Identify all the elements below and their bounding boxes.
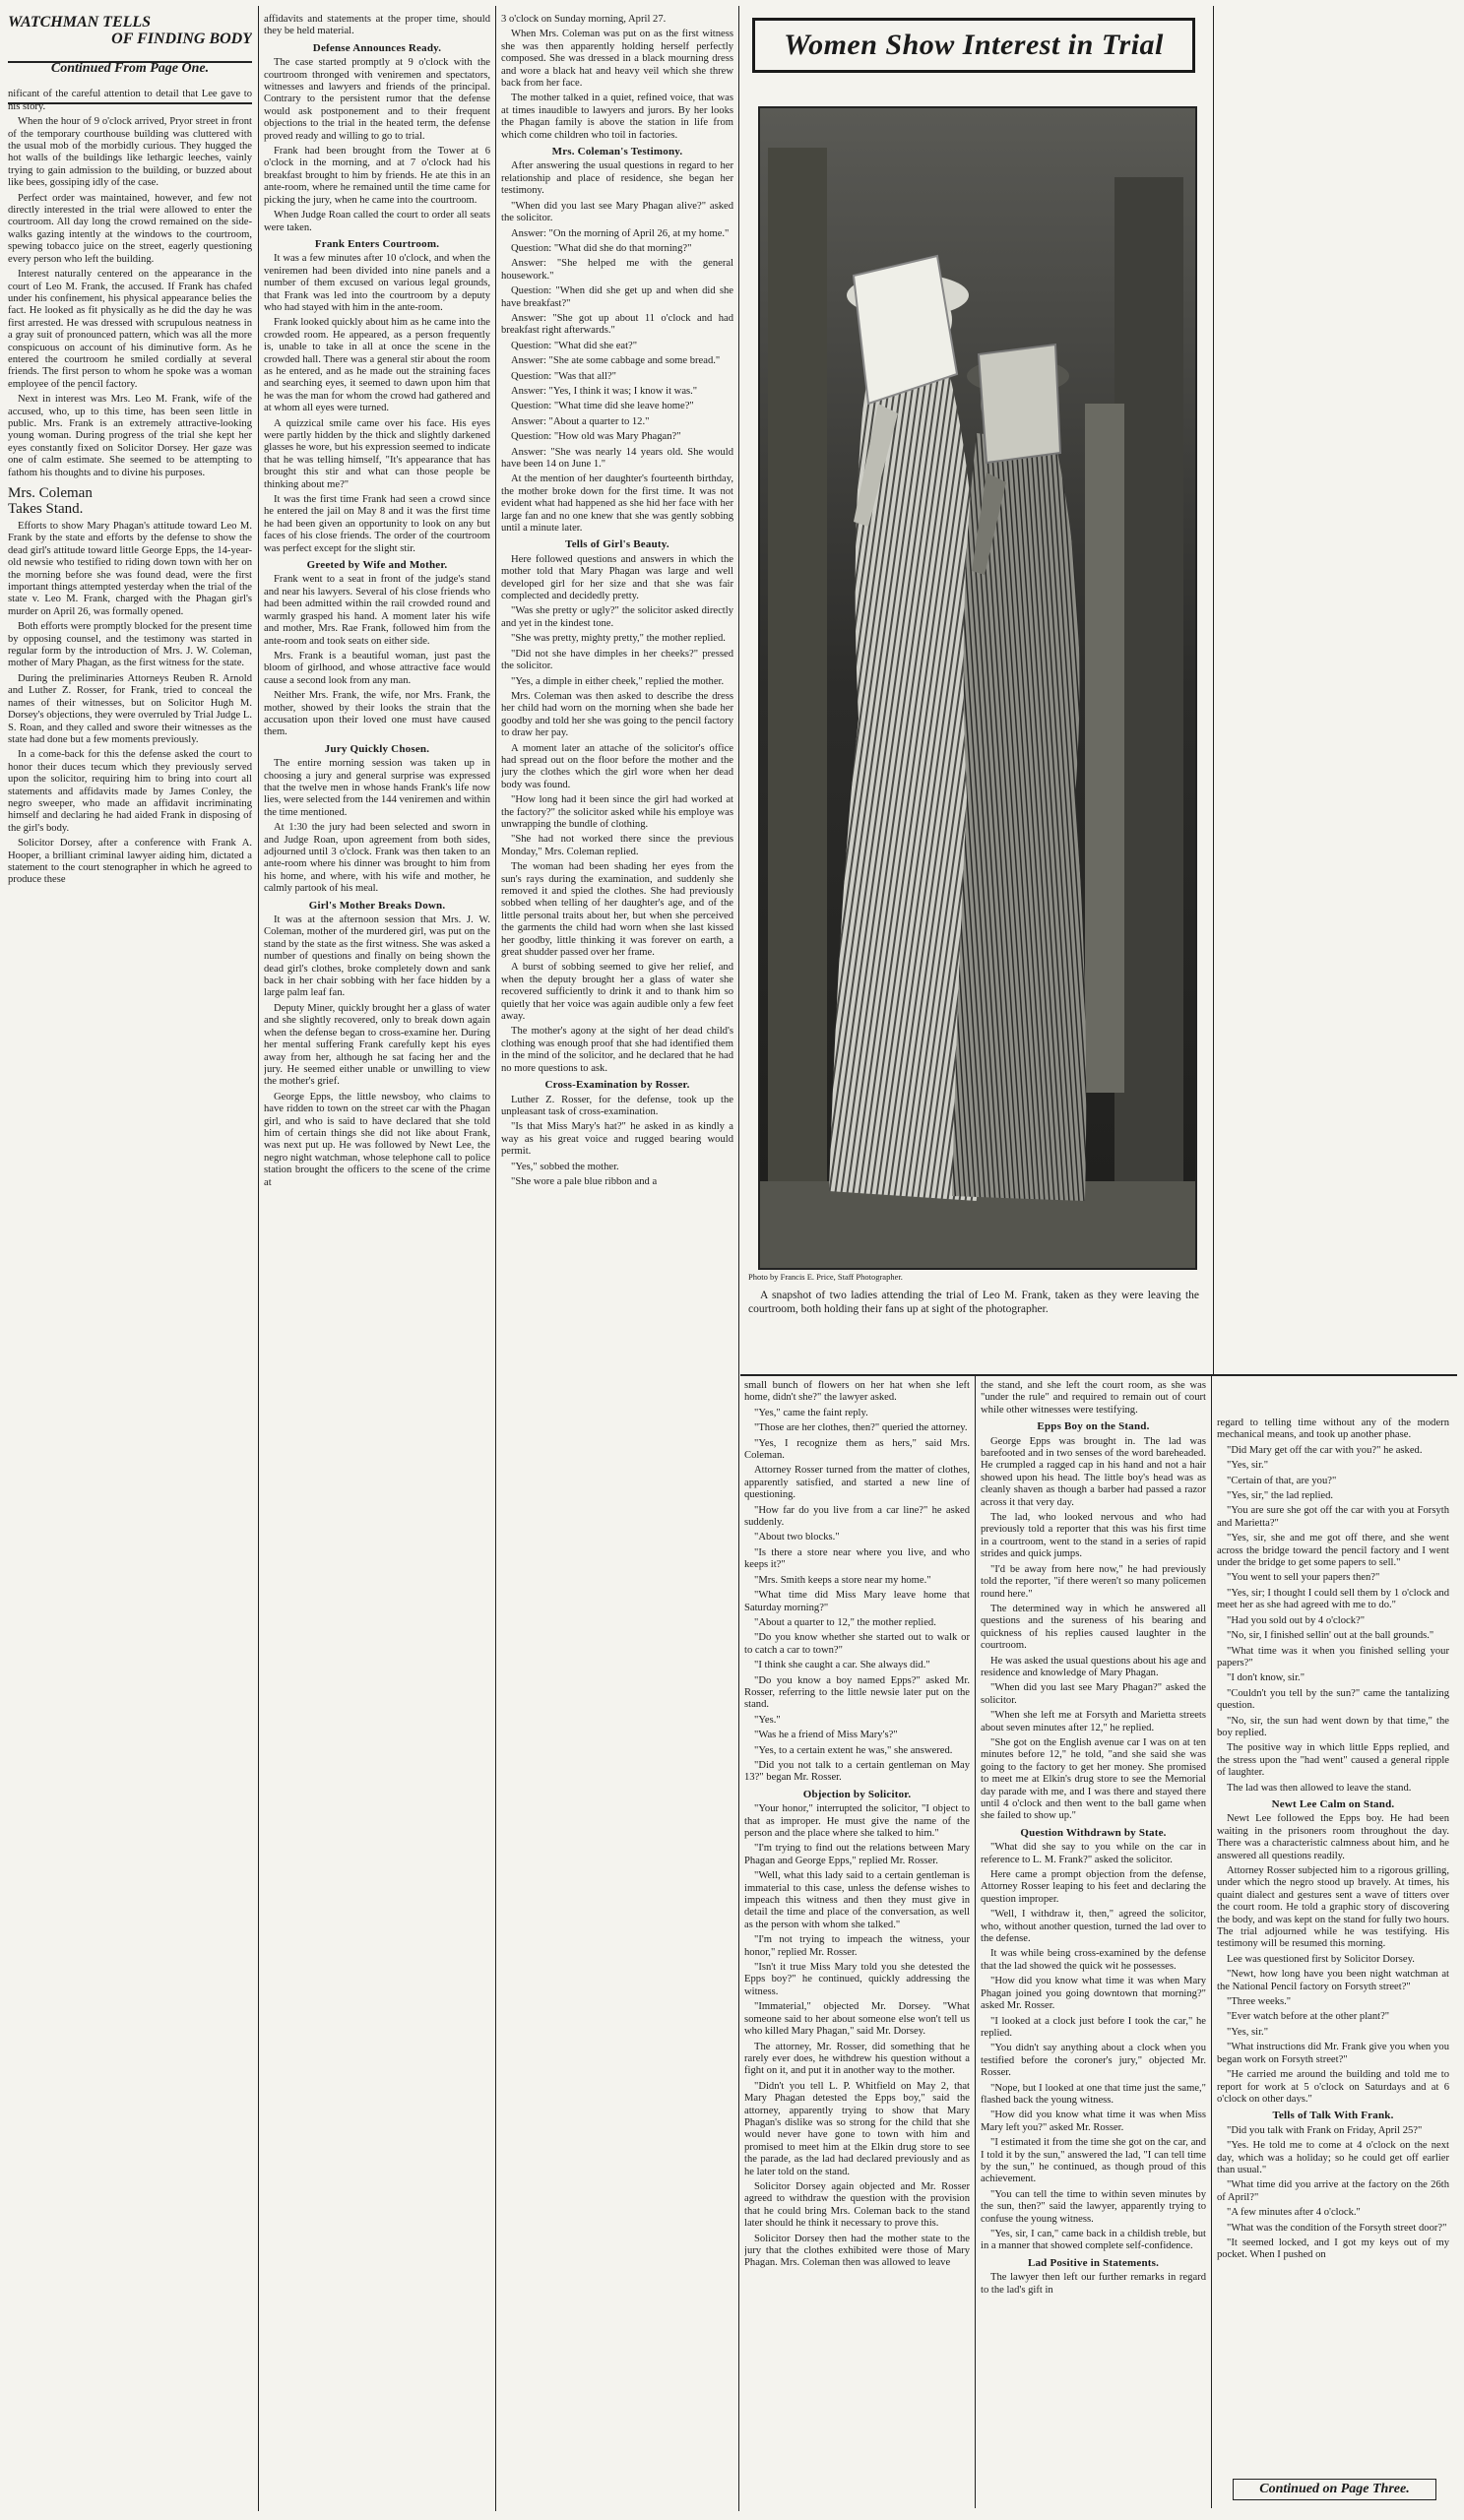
- paragraph: "Was he a friend of Miss Mary's?": [754, 1730, 898, 1741]
- article-body-continued: [8, 521, 252, 887]
- horizontal-rule: [740, 1374, 1457, 1376]
- paragraph: "She had not worked there since the previous Monday," Mrs. Coleman replied.: [501, 834, 733, 857]
- section-heading: Question Withdrawn by State.: [1020, 1826, 1167, 1839]
- paragraph: "You can tell the time to within seven minutes by the sun, then?" said the lawyer, apparently trying to confuse the young witness.: [981, 2188, 1206, 2225]
- article-column-5: [981, 1380, 1206, 2512]
- paragraph: "Yes, I recognize them as hers," said Mrs. Coleman.: [744, 1437, 970, 1462]
- paragraph: "Yes, sir, she and me got off there, and she went across the bridge toward the pencil factory and I went under the bridge to get some papers to sell.": [1217, 1533, 1449, 1569]
- paragraph: "When did you last see Mary Phagan?" asked the solicitor.: [981, 1682, 1206, 1706]
- paragraph: "How far do you live from a car line?" he asked suddenly.: [744, 1504, 970, 1529]
- paragraph: "She got on the English avenue car I was on at ten minutes before 12," he told, "and she said she was going to the factory to get her money. She promised to meet me at Elkin's drug store to see the Memorial day parade with me, and I was there and stayed there until 4 o'clock and then went to the ball game when she failed to show up.": [981, 1736, 1206, 1822]
- column-rule: [1213, 6, 1214, 1374]
- paragraph: "Didn't you tell L. P. Whitfield on May 2, that Mary Phagan detested the Epps boy," said the attorney, apparently trying to show that Mary Phagan's dislike was so strong for the child that she would never have gone to town with him and promised to meet him at the Elkin drug store to see the parade, as the lad had declared previously and as he later told on the stand.: [744, 2080, 970, 2177]
- paragraph: Lee was questioned first by Solicitor Dorsey.: [1227, 1953, 1415, 1965]
- paragraph: In a come-back for this the defense asked the court to honor their duces tecum which they previously served upon the solicitor, requiring him to bring into court all statements and affidavits made by James Conley, the negro sweeper, who made an affidavit incriminating himself and declaring he had aided Frank in disposing of the girl's body.: [8, 749, 252, 834]
- paragraph: Answer: "She helped me with the general housework.": [501, 258, 733, 282]
- paragraph: "Did not she have dimples in her cheeks?" pressed the solicitor.: [501, 648, 733, 672]
- paragraph: "Yes.": [754, 1714, 781, 1726]
- section-heading: Frank Enters Courtroom.: [314, 237, 440, 250]
- paragraph: Question: "What did she do that morning?": [511, 242, 692, 254]
- paragraph: "A few minutes after 4 o'clock.": [1227, 2207, 1361, 2219]
- paragraph: "It seemed locked, and I got my keys out of my pocket. When I pushed on: [1217, 2236, 1449, 2261]
- paragraph: The lad, who looked nervous and who had previously told a reporter that this was his first time in a courtroom, went to the stand in a series of rapid strides and quick jumps.: [981, 1512, 1206, 1560]
- paragraph: affidavits and statements at the proper time, should they be held material.: [264, 14, 490, 37]
- paragraph: The mother talked in a quiet, refined voice, that was at times inaudible to lawyers and jurors. By her looks the Phagan family is above the station in life from which come children who toil in factories.: [501, 93, 733, 141]
- paragraph: "Nope, but I looked at one that time just the same," flashed back the young witness.: [981, 2082, 1206, 2106]
- paragraph: Deputy Miner, quickly brought her a glass of water and she slightly recovered, only to break down again when the defense began to cross-examine her. During her mental suffering Frank carefully kept his eyes away from her, although he sat facing her and the jury. He seemed either unable or unwilling to view the mother's grief.: [264, 1002, 490, 1088]
- paragraph: It was a few minutes after 10 o'clock, and when the veniremen had been divided into nine panels and a number of them excused on various legal grounds, that Frank was led into the courtroom by a deputy who had stayed with him in the ante-room.: [264, 253, 490, 313]
- paragraph: The mother's agony at the sight of her dead child's clothing was enough proof that she had identified them in the mind of the solicitor, and he declared that he had no more questions to ask.: [501, 1026, 733, 1074]
- paragraph: The determined way in which he answered all questions and the sureness of his bearing and quickness of his replies caused laughter in the courtroom.: [981, 1603, 1206, 1652]
- paragraph: "Do you know a boy named Epps?" asked Mr. Rosser, referring to the little newsie later put on the stand.: [744, 1674, 970, 1711]
- paragraph: It was the first time Frank had seen a crowd since he entered the jail on May 8 and it was the first time he had been given an opportunity to look on any but faces of his close friends. The order of the courtroom was perfect except for the slight stir.: [264, 494, 490, 554]
- paragraph: Attorney Rosser turned from the matter of clothes, apparently satisfied, and started a new line of questioning.: [744, 1465, 970, 1501]
- paragraph: The attorney, Mr. Rosser, did something that he rarely ever does, he withdrew his question without a fight on it, and put it in another way to the mother.: [744, 2041, 970, 2077]
- paragraph: Neither Mrs. Frank, the wife, nor Mrs. Frank, the mother, showed by their looks the strain that the accusation upon their loved one must have caused them.: [264, 690, 490, 738]
- paragraph: When Judge Roan called the court to order all seats were taken.: [264, 210, 490, 233]
- paragraph: "I don't know, sir.": [1227, 1672, 1305, 1684]
- paragraph: During the preliminaries Attorneys Reuben R. Arnold and Luther Z. Rosser, for Frank, tried to conceal the names of their witnesses, but on Solicitor Hugh M. Dorsey's objections, they were overruled by Trial Judge L. S. Roan, and they called and swore their witnesses as the state had done but a few moments previously.: [8, 672, 252, 745]
- paragraph: The case started promptly at 9 o'clock with the courtroom thronged with veniremen and spectators, witnesses and lawyers and friends of the principal. Contrary to the persistent rumor that the defense would ask postponement and to their frequent objections to the trial in the heated term, the defense proved ready and willing to go to trial.: [264, 57, 490, 142]
- paragraph: "I estimated it from the time she got on the car, and I told it by the sun," answered the lad, "I can tell time by the sun," he continued, as though proud of this achievement.: [981, 2137, 1206, 2185]
- paragraph: "What time was it when you finished selling your papers?": [1217, 1645, 1449, 1669]
- paragraph: "Yes," sobbed the mother.: [511, 1161, 619, 1172]
- paragraph: Question: "What time did she leave home?": [511, 401, 694, 412]
- paragraph: "Yes, sir.": [1227, 2026, 1269, 2038]
- paragraph: "You went to sell your papers then?": [1227, 1572, 1380, 1584]
- paragraph: "How did you know what time it was when Miss Mary left you?" asked Mr. Rosser.: [981, 2110, 1206, 2133]
- paragraph: Answer: "She got up about 11 o'clock and had breakfast right afterwards.": [501, 312, 733, 337]
- paragraph: Interest naturally centered on the appearance in the court of Leo M. Frank, the accused. If Frank has chafed under his confinement, his physical appearance belies the fact. He looked as fit physically as he did the day he was first arrested. He was dressed with scrupulous neatness in a gray suit of pronounced pattern, which was all the more conspicuous on account of his diminutive form. As he entered the courtroom he smiled cordially at several friends. The first person to whom he spoke was a woman employee of the pencil factory.: [8, 269, 252, 390]
- paragraph: When the hour of 9 o'clock arrived, Pryor street in front of the temporary courthouse building was cluttered with the usual mob of the morbidly curious. They hugged the hot walls of the buildings like lethargic leeches, vainly trying to gain admission to the building, or buzzed about like bees, gossiping idly of the case.: [8, 116, 252, 189]
- paragraph: "You didn't say anything about a clock when you testified before the coroner's jury," objected Mr. Rosser.: [981, 2043, 1206, 2079]
- paragraph: Answer: "She ate some cabbage and some bread.": [511, 355, 721, 367]
- paragraph: Answer: "She was nearly 14 years old. She would have been 14 on June 1.": [501, 446, 733, 470]
- news-photograph: [758, 106, 1197, 1270]
- article-column-4: [744, 1380, 970, 2512]
- paragraph: Frank went to a seat in front of the judge's stand and near his lawyers. Several of his close friends who had been admitted within the rail crowded round and warmly grasped his hand. A moment later his wife and mother, Mrs. Rae Frank, followed him from the ante-room and took seats on either side.: [264, 574, 490, 647]
- paragraph: "Yes. He told me to come at 4 o'clock on the next day, which was a holiday; so he could get off earlier than usual.": [1217, 2140, 1449, 2175]
- paragraph: "When did you last see Mary Phagan alive?" asked the solicitor.: [501, 200, 733, 224]
- paragraph: small bunch of flowers on her hat when she left home, didn't she?" the lawyer asked.: [744, 1380, 970, 1404]
- paragraph: "Couldn't you tell by the sun?" came the tantalizing question.: [1217, 1687, 1449, 1712]
- photograph-image: [760, 108, 1195, 1268]
- paragraph: "Immaterial," objected Mr. Dorsey. "What someone said to her about someone else won't tell us who killed Mary Phagan," said Mr. Dorsey.: [744, 2001, 970, 2038]
- paragraph: Solicitor Dorsey then had the mother state to the jury that the clothes exhibited were those of Mary Phagan. Mrs. Coleman then was allowed to leave: [744, 2233, 970, 2269]
- paragraph: "About two blocks.": [754, 1532, 840, 1544]
- paragraph: Frank had been brought from the Tower at 6 o'clock in the morning, and at 7 o'clock had his breakfast brought to him by friends. He ate this in an ante-room, where he remained until the time came for picking the jury, when he came into the courtroom.: [264, 146, 490, 206]
- paragraph: Here followed questions and answers in which the mother told that Mary Phagan was large and well developed girl for her size and that she was fair complected and decidedly pretty.: [501, 553, 733, 602]
- paragraph: "Yes," came the faint reply.: [754, 1407, 868, 1418]
- paragraph: "Isn't it true Miss Mary told you she detested the Epps boy?" he continued, quickly addressing the witness.: [744, 1962, 970, 1997]
- paragraph: "Well, I withdraw it, then," agreed the solicitor, who, without another question, turned the lad over to the defense.: [981, 1909, 1206, 1945]
- paragraph: Question: "How old was Mary Phagan?": [511, 431, 681, 443]
- paragraph: The lad was then allowed to leave the stand.: [1227, 1782, 1412, 1794]
- section-heading: Newt Lee Calm on Stand.: [1271, 1797, 1395, 1810]
- paragraph: "She wore a pale blue ribbon and a: [511, 1175, 658, 1187]
- section-heading: Lad Positive in Statements.: [1027, 2256, 1160, 2269]
- paragraph: At 1:30 the jury had been selected and sworn in and Judge Roan, upon agreement from both sides, adjourned until 3 o'clock. Frank was then taken to an ante-room where his dinner was brought to him from his home, and where, with his wife and mother, he calmly partook of his meal.: [264, 822, 490, 895]
- paragraph: George Epps was brought in. The lad was barefooted and in two senses of the word bareheaded. He crumpled a ragged cap in his hand and not a hair showed upon his head. The little boy's head was as cleanly shaven as though a barber had passed a razor across it that very day.: [981, 1435, 1206, 1508]
- continued-from-label: Continued From Page One.: [50, 61, 210, 76]
- paragraph: Both efforts were promptly blocked for the present time by opposing counsel, and the testimony was started in regular form by the introduction of Mrs. J. W. Coleman, mother of Mary Phagan, as the first witness for the state.: [8, 621, 252, 669]
- section-heading: Epps Boy on the Stand.: [1037, 1420, 1150, 1433]
- paragraph: "Newt, how long have you been night watchman at the National Pencil factory on Forsyth street?": [1217, 1969, 1449, 1992]
- paragraph: The lawyer then left our further remarks in regard to the lad's gift in: [981, 2272, 1206, 2296]
- paragraph: "I'm trying to find out the relations between Mary Phagan and George Epps," replied Mr. Rosser.: [744, 1843, 970, 1866]
- column-rule: [1211, 1376, 1212, 2508]
- subheading-line-1: Mrs. Coleman: [8, 485, 93, 501]
- paragraph: regard to telling time without any of the modern mechanical means, and took up another phase.: [1217, 1418, 1449, 1441]
- paragraph: "Had you sold out by 4 o'clock?": [1227, 1614, 1366, 1626]
- paragraph: "What was the condition of the Forsyth street door?": [1227, 2222, 1447, 2234]
- paragraph: "No, sir, the sun had went down by that time," the boy replied.: [1217, 1715, 1449, 1738]
- paragraph: Here came a prompt objection from the defense, Attorney Rosser leaping to his feet and declaring the question improper.: [981, 1869, 1206, 1905]
- section-heading: Jury Quickly Chosen.: [324, 742, 430, 755]
- paragraph: Mrs. Coleman was then asked to describe the dress her child had worn on the morning when she bade her goodby and told her she was going to the pencil factory to draw her pay.: [501, 690, 733, 739]
- paragraph: "I'm not trying to impeach the witness, your honor," replied Mr. Rosser.: [744, 1934, 970, 1958]
- paragraph: "What instructions did Mr. Frank give you when you began work on Forsyth street?": [1217, 2042, 1449, 2065]
- headline-line-2: OF FINDING BODY: [111, 31, 252, 47]
- paragraph: "Yes, to a certain extent he was," she answered.: [754, 1744, 953, 1756]
- paragraph: He was asked the usual questions about his age and residence and knowledge of Mary Phagan.: [981, 1655, 1206, 1678]
- paragraph: "I'd be away from here now," he had previously told the reporter, "if there weren't so many policemen round here.": [981, 1563, 1206, 1600]
- paragraph: Question: "When did she get up and when did she have breakfast?": [501, 285, 733, 309]
- paragraph: A quizzical smile came over his face. His eyes were partly hidden by the thick and slightly darkened glasses he wore, but his expression seemed to indicate that he was telling himself, "It's appearance that has brought this stir and what can those people be thinking about me?": [264, 417, 490, 490]
- continued-on-label: Continued on Page Three.: [1233, 2479, 1436, 2500]
- column-rule: [738, 6, 739, 2511]
- paragraph: After answering the usual questions in regard to her relationship and place of residence, she began her testimony.: [501, 160, 733, 197]
- paragraph: "Did you not talk to a certain gentleman on May 13?" began Mr. Rosser.: [744, 1759, 970, 1784]
- paragraph: "I think she caught a car. She always did.": [754, 1660, 930, 1671]
- paragraph: "Well, what this lady said to a certain gentleman is immaterial to this case, unless the defense wishes to impeach this witness and then they must give in detail the time and place of the conversation, as well as the person with whom she talked.": [744, 1870, 970, 1930]
- paragraph: It was at the afternoon session that Mrs. J. W. Coleman, mother of the murdered girl, was put on the stand by the state as the first witness. She was asked a number of questions and finally on being shown the dead girl's clothes, broke completely down and sank back in her chair sobbing with her face hidden by a large palm leaf fan.: [264, 914, 490, 999]
- paragraph: A burst of sobbing seemed to give her relief, and when the deputy brought her a glass of water she recovered sufficiently to drink it and to thank him so quietly that her voice was again audible only a few feet away.: [501, 962, 733, 1023]
- subheading-line-2: Takes Stand.: [8, 501, 84, 517]
- paragraph: When Mrs. Coleman was put on as the first witness she was then apparently holding herself perfectly composed. She was dressed in a black mourning dress and wore a black hat and heavy veil which she threw back from her face.: [501, 29, 733, 90]
- paragraph: "Your honor," interrupted the solicitor, "I object to that as improper. He must give the name of the person and the place where she talked to him.": [744, 1803, 970, 1839]
- paragraph: Answer: "Yes, I think it was; I know it was.": [511, 385, 698, 397]
- paragraph: Question: "What did she eat?": [511, 340, 638, 351]
- paragraph: "Do you know whether she started out to walk or to catch a car to town?": [744, 1632, 970, 1656]
- paragraph: "Was she pretty or ugly?" the solicitor asked directly and yet in the kindest tone.: [501, 605, 733, 629]
- paragraph: Perfect order was maintained, however, and few not directly interested in the trial were allowed to enter the courtroom. All day long the crowd remained on the side-walks gazing intently at the windows to the courtroom, spewing tobacco juice on the street, eagerly questioning every person who left the building.: [8, 192, 252, 265]
- paragraph: The woman had been shading her eyes from the sun's rays during the examination, and suddenly she removed it and spied the clothes. She had previously sobbed when telling of her daughter's age, and of the little personal traits about her, but when she perceived the garments the child had worn when she last kissed her goodby, little thinking it was forever on earth, a great shudder passed over her frame.: [501, 861, 733, 959]
- paragraph: "Yes, sir, I can," came back in a childish treble, but in a manner that showed complete self-confidence.: [981, 2229, 1206, 2252]
- feature-title: Women Show Interest in Trial: [784, 29, 1164, 61]
- paragraph: "About a quarter to 12," the mother replied.: [754, 1616, 936, 1628]
- headline-line-1: WATCHMAN TELLS: [8, 14, 152, 31]
- paragraph: "Yes, sir.": [1227, 1460, 1269, 1472]
- paragraph: "Is that Miss Mary's hat?" he asked in as kindly a way as his great voice and rugged bearing would permit.: [501, 1121, 733, 1158]
- paragraph: It was while being cross-examined by the defense that the lad showed the quick wit he possesses.: [981, 1948, 1206, 1972]
- subheading: [8, 485, 252, 517]
- paragraph: "What did she say to you while on the car in reference to L. M. Frank?" asked the solicitor.: [981, 1842, 1206, 1865]
- article-column-3: [501, 14, 733, 2514]
- section-heading: Greeted by Wife and Mother.: [306, 559, 448, 572]
- paragraph: "Yes, sir; I thought I could sell them by 1 o'clock and meet her as she had agreed with me to do.": [1217, 1587, 1449, 1611]
- headline: [8, 14, 252, 47]
- feature-banner: [752, 18, 1195, 73]
- paragraph: "No, sir, I finished sellin' out at the ball grounds.": [1227, 1630, 1434, 1642]
- paragraph: Question: "Was that all?": [511, 370, 616, 382]
- paragraph: "Yes, sir," the lad replied.: [1227, 1490, 1334, 1502]
- paragraph: "What time did you arrive at the factory on the 26th of April?": [1217, 2179, 1449, 2203]
- article-body-intro: [8, 89, 252, 479]
- paragraph: "He carried me around the building and told me to report for work at 5 o'clock on Saturdays and at 6 o'clock on other days.": [1217, 2069, 1449, 2105]
- section-heading: Defense Announces Ready.: [312, 41, 442, 54]
- column-rule: [495, 6, 496, 2511]
- paragraph: Solicitor Dorsey, after a conference with Frank A. Hooper, a brilliant criminal lawyer aiding him, dictated a statement to the court stenographer in which he agreed to produce these: [8, 838, 252, 886]
- paragraph: The positive way in which little Epps replied, and the stress upon the "had went" caused a general ripple of laughter.: [1217, 1742, 1449, 1779]
- section-heading: Tells of Girl's Beauty.: [565, 538, 669, 551]
- paragraph: "She was pretty, mighty pretty," the mother replied.: [511, 633, 726, 645]
- paragraph: 3 o'clock on Sunday morning, April 27.: [501, 14, 667, 25]
- article-column-2: [264, 14, 490, 2514]
- section-heading: Tells of Talk With Frank.: [1272, 2110, 1394, 2122]
- paragraph: A moment later an attache of the solicitor's office had spread out on the floor before the mother and the jury the clothes which the girl wore when her dead body was found.: [501, 742, 733, 790]
- section-heading: Cross-Examination by Rosser.: [544, 1079, 690, 1092]
- photo-credit: Photo by Francis E. Price, Staff Photographer.: [748, 1272, 903, 1282]
- paragraph: "How long had it been since the girl had worked at the factory?" the solicitor asked while his employe was unwrapping the bundle of clothing.: [501, 794, 733, 830]
- paragraph: Newt Lee followed the Epps boy. He had been waiting in the prisoners room throughout the day. There was a characteristic calmness about him, and he answered all questions readily.: [1217, 1813, 1449, 1861]
- paragraph: "How did you know what time it was when Mary Phagan joined you going downtown that morning?" asked Mr. Rosser.: [981, 1976, 1206, 2012]
- paragraph: "What time did Miss Mary leave home that Saturday morning?": [744, 1590, 970, 1613]
- paragraph: Answer: "On the morning of April 26, at my home.": [511, 227, 730, 239]
- section-heading: Objection by Solicitor.: [802, 1788, 912, 1800]
- paragraph: "You are sure she got off the car with you at Forsyth and Marietta?": [1217, 1505, 1449, 1529]
- paragraph: Luther Z. Rosser, for the defense, took up the unpleasant task of cross-examination.: [501, 1094, 733, 1117]
- paragraph: Efforts to show Mary Phagan's attitude toward Leo M. Frank by the state and efforts by the defense to show the dead girl's attitude toward little George Epps, the 14-year-old newsie who testified to riding down town with her on the morning before she was found dead, were the first important things attempted yesterday when the trial of the state v. Leo M. Frank, charged with the Phagan girl's murder on April 26, was formally opened.: [8, 521, 252, 617]
- paragraph: Frank looked quickly about him as he came into the crowded room. He appeared, as a person frequently is, unable to take in all at once the scene in the crowded hall. There was a general stir about the room as he entered, and as he made out the straining faces and searching eyes, it seemed to dawn upon him that he was the man for whom the crowd had gathered and at whom all eyes were turned.: [264, 317, 490, 414]
- article-column-1: [8, 14, 252, 2514]
- paragraph: "Those are her clothes, then?" queried the attorney.: [754, 1422, 968, 1434]
- paragraph: "Certain of that, are you?": [1227, 1475, 1337, 1486]
- article-column-6: [1217, 1418, 1449, 2471]
- column-rule: [258, 6, 259, 2511]
- photo-caption: A snapshot of two ladies attending the trial of Leo M. Frank, taken as they were leaving the courtroom, both holding their fans up at sight of the photographer.: [748, 1290, 1199, 1315]
- section-heading: Mrs. Coleman's Testimony.: [551, 146, 683, 158]
- paragraph: Solicitor Dorsey again objected and Mr. Rosser agreed to withdraw the question with the provision that he could bring Mrs. Coleman back to the stand later should he think it necessary to prove this.: [744, 2180, 970, 2230]
- section-heading: Girl's Mother Breaks Down.: [308, 899, 446, 912]
- paragraph: "When she left me at Forsyth and Marietta streets about seven minutes after 12," he replied.: [981, 1710, 1206, 1733]
- paragraph: Next in interest was Mrs. Leo M. Frank, wife of the accused, who, up to this time, has been seen little in public. Mrs. Frank is an extremely attractive-looking young woman. During progress of the trial she kept her eyes constantly fixed on Solicitor Dorsey. Her gaze was one of calm estimate. She seemed to be attempting to fathom his thoughts and to divine his purposes.: [8, 394, 252, 478]
- paragraph: "Mrs. Smith keeps a store near my home.": [754, 1574, 931, 1586]
- paragraph: nificant of the careful attention to detail that Lee gave to his story.: [8, 89, 252, 112]
- paragraph: "Did you talk with Frank on Friday, April 25?": [1227, 2124, 1423, 2136]
- paragraph: George Epps, the little newsboy, who claims to have ridden to town on the street car with the Phagan girl, and who is said to have declared that she told him of certain things she did not like about Frank, was next put up. He was followed by Newt Lee, the negro night watchman, whose telephone call to police station brought the officers to the scene of the crime at: [264, 1091, 490, 1188]
- paragraph: Attorney Rosser subjected him to a rigorous grilling, under which the negro stood up bravely. At times, his quaint dialect and gestures sent a wave of titters over the court room. He told a graphic story of discovering the body, and was kept on the stand for fully two hours. The trial adjourned while he was testifying. His testimony will be resumed this morning.: [1217, 1865, 1449, 1950]
- paragraph: "Is there a store near where you live, and who keeps it?": [744, 1546, 970, 1571]
- paragraph: Mrs. Frank is a beautiful woman, just past the bloom of girlhood, and whose attractive face would cause a second look from any man.: [264, 650, 490, 686]
- paragraph: the stand, and she left the court room, as she was "under the rule" and required to remain out of court while other witnesses were testifying.: [981, 1380, 1206, 1416]
- paragraph: "Three weeks.": [1227, 1996, 1292, 2008]
- paragraph: Answer: "About a quarter to 12.": [511, 415, 650, 427]
- column-rule: [975, 1376, 976, 2508]
- paragraph: "Yes, a dimple in either cheek," replied the mother.: [511, 675, 725, 687]
- paragraph: "I looked at a clock just before I took the car," he replied.: [981, 2015, 1206, 2039]
- paragraph: The entire morning session was taken up in choosing a jury and general surprise was expressed that the twelve men in whose hands Frank's life now lies, were selected from the 144 veniremen and within the time mentioned.: [264, 758, 490, 818]
- paragraph: "Ever watch before at the other plant?": [1227, 2011, 1390, 2023]
- paragraph: "Did Mary get off the car with you?" he asked.: [1227, 1444, 1423, 1456]
- paragraph: At the mention of her daughter's fourteenth birthday, the mother broke down for the first time. It was not evident what had happened as she hid her face with her large fan and no one knew that she was gently sobbing until a minute later.: [501, 473, 733, 535]
